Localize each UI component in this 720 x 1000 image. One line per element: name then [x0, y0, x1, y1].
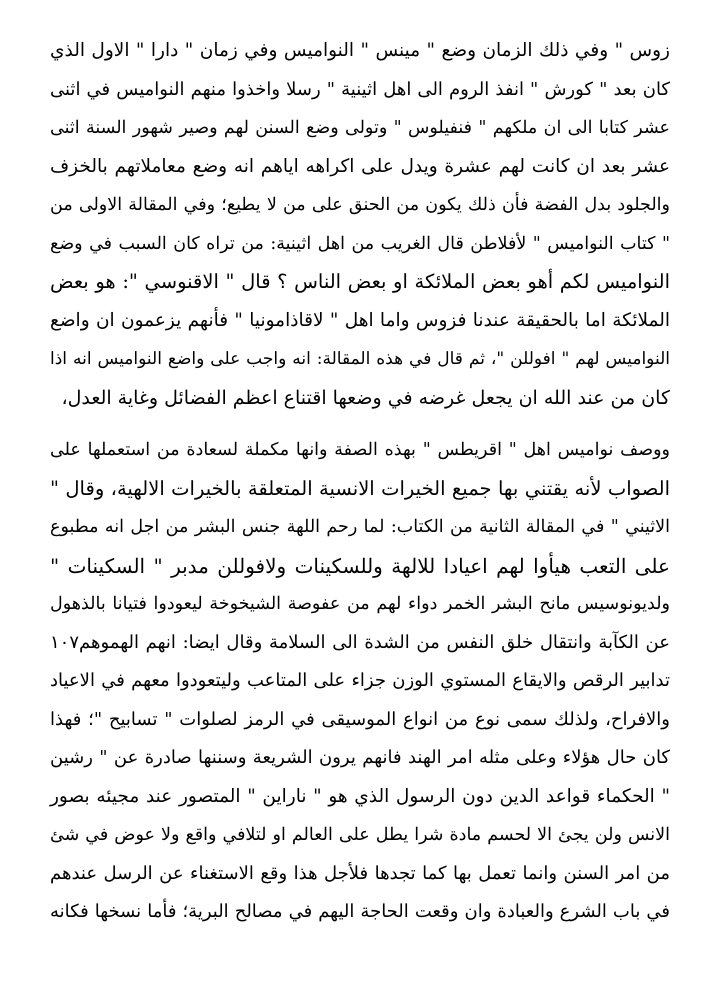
text-line: والجلود بدل الفضة فأن ذلك يكون من الحنق على من لا يطيع؛ وفي المقالة الاولى من	[50, 195, 670, 215]
text-line: زوس " وفي ذلك الزمان وضع " مينس " النواميس وفي زمان " دارا " الاول الذي	[50, 40, 670, 61]
text-line: " كتاب النواميس " لأفلاطن قال الغريب من اهل اثينية: من تراه كان السبب في وضع	[50, 233, 670, 254]
text-line: عشر بعد ان كانت لهم عشرة ويدل على اكراهه اياهم انه وضع معاملاتهم بالخزف	[50, 155, 670, 177]
text-line: في باب الشرع والعبادة وان وقعت الحاجة اليهم في مصالح البرية؛ فأما نسخها فكانه	[50, 901, 670, 922]
text-line: ولديونوسيس مانح البشر الخمر دواء لهم من عفوصة الشيخوخة ليعودوا فتيانا بالذهول	[50, 594, 670, 614]
paragraph-gap	[50, 417, 670, 431]
text-line: الاثيني " في المقالة الثانية من الكتاب: لما رحم اللهة جنس البشر من اجل انه مطبوع	[50, 517, 670, 537]
text-line: على التعب هيأوا لهم اعيادا للالهة وللسكينات ولافوللن مدبر " السكينات "	[50, 553, 670, 578]
text-line: الملائكة اما بالحقيقة عندنا فزوس واما اهل " لاقاذامونيا " فأنهم يزعمون ان واضع	[50, 309, 670, 331]
text-line: عشر كتابا الى ان ملكهم " فنفيلوس " وتولى وضع السنن لهم وصير شهور السنة اثنى	[50, 118, 670, 138]
paragraph-1	[50, 32, 670, 417]
text-line: كان حال هؤلاء وعلى مثله امر الهند فانهم يرون الشريعة وسننها صادرة عن " رشين	[50, 747, 670, 768]
text-line: كان بعد " كورش " انفذ الروم الى اهل اثينية " رسلا واخذوا منهم النواميس في اثنى	[50, 78, 670, 100]
text-line: من امر السنن وانما تعمل بها كما تجدها فلأجل هذا وقع الاستغناء عن الرسل عندهم	[50, 862, 670, 884]
paragraph-2	[50, 431, 670, 932]
text-line: عن الكآبة وانتقال خلق النفس من الشدة الى السلامة وقال ايضا: انهم الهموهم١٠٧	[50, 631, 670, 653]
text-line: الصواب لأنه يقتني بها جميع الخيرات الانسية المتعلقة بالخيرات الالهية، وقال "	[50, 476, 670, 500]
text-line: تدابير الرقص والايقاع المستوي الوزن جزاء على المتاعب وليتعودوا معهم في الاعياد	[50, 670, 670, 691]
text-line: النواميس لكم أهو بعض الملائكة او بعض الناس ؟ قال " الاقنوسي ": هو بعض	[50, 270, 670, 293]
text-line: ووصف نواميس اهل " اقريطس " بهذه الصفة وانها مكملة لسعادة من استعملها على	[50, 440, 670, 460]
text-line: والافراح، ولذلك سمى نوع من انواع الموسيقى في الرمز لصلوات " تسابيح "؛ فهذا	[50, 708, 670, 730]
text-line: " الحكماء قواعد الدين دون الرسول الذي هو " ناراين " المتصور عند مجيئه بصور	[50, 785, 670, 807]
text-line: النواميس لهم " افوللن "، ثم قال في هذه المقالة: انه واجب على واضع النواميس انه اذا	[50, 349, 670, 369]
document-page	[50, 32, 670, 932]
text-line: كان من عند الله ان يجعل غرضه في وضعها اقتناع اعظم الفضائل وغاية العدل،	[61, 386, 670, 409]
text-line: الانس ولن يجئ الا لحسم مادة شرا يطل على العالم او لتلافي واقع ولا عوض في شئ	[50, 825, 670, 845]
